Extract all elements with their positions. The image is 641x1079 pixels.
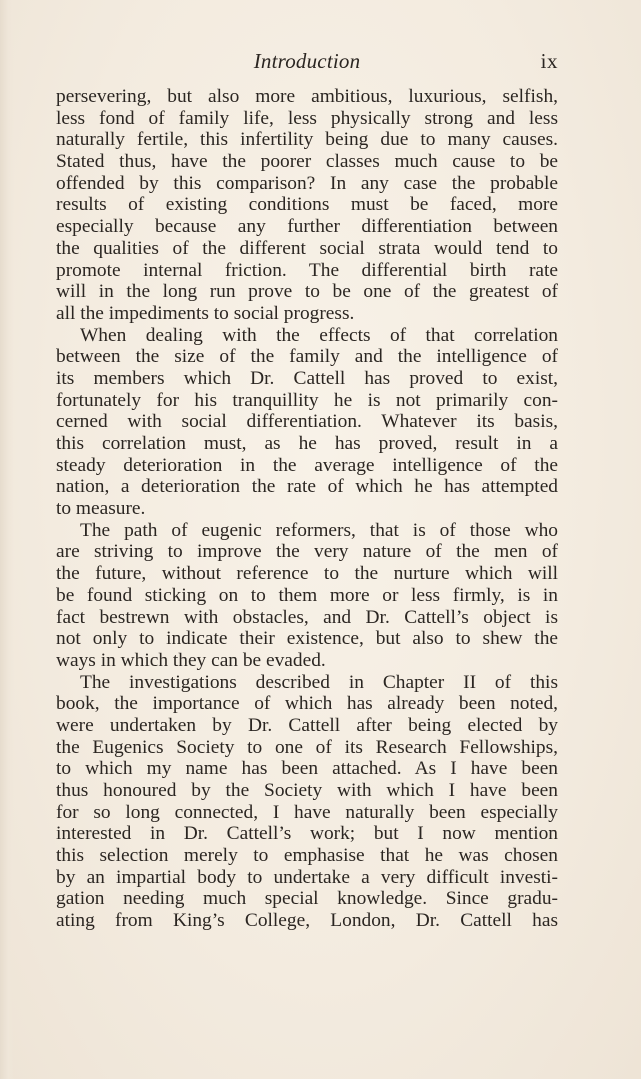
text-line: offended by this comparison? In any case the probable [56,172,558,194]
text-line: to measure. [56,498,146,520]
text-line: all the impediments to social progress. [56,302,355,324]
text-line: the Eugenics Society to one of its Research Fellowships, [56,736,558,758]
text-line: ating from King’s College, London, Dr. Cattell has [56,910,558,932]
text-line: cerned with social differentiation. Whatever its basis, [56,411,558,433]
running-head [56,49,558,77]
text-line: by an impartial body to undertake a very difficult investi- [56,866,558,888]
text-line: interested in Dr. Cattell’s work; but I now mention [56,823,558,845]
paragraph-start-line: The investigations described in Chapter II of this [80,671,558,693]
text-line: for so long connected, I have naturally been especially [56,801,558,823]
text-line: promote internal friction. The differential birth rate [56,259,558,281]
text-line: gation needing much special knowledge. Since gradu- [56,888,558,910]
text-line: especially because any further differentiation between [56,216,558,238]
text-line: fact bestrewn with obstacles, and Dr. Cattell’s object is [56,606,558,628]
text-line: this correlation must, as he has proved, result in a [56,433,558,454]
text-line: steady deterioration in the average intelligence of the [56,454,558,476]
paragraph-start-line: When dealing with the effects of that correlation [80,324,558,346]
text-line: its members which Dr. Cattell has proved to exist, [56,367,558,389]
text-line: not only to indicate their existence, but also to shew the [56,628,558,650]
text-line: Stated thus, have the poorer classes much cause to be [56,151,558,173]
page-number: ix [540,49,558,73]
text-line: nation, a deterioration the rate of which he has attempted [56,476,558,498]
text-line: less fond of family life, less physically strong and less [56,107,558,129]
page-edge-shadow [0,0,14,1079]
text-line: naturally fertile, this infertility being due to many causes. [56,129,558,151]
text-line: the future, without reference to the nurture which will [56,563,558,585]
text-line: this selection merely to emphasise that he was chosen [56,845,558,867]
text-line: ways in which they can be evaded. [56,649,326,671]
text-line: were undertaken by Dr. Cattell after being elected by [56,714,558,736]
paragraph-start-line: The path of eugenic reformers, that is of those who [80,519,558,541]
text-line: to which my name has been attached. As I have been [56,758,558,780]
text-line: be found sticking on to them more or less firmly, is in [56,584,558,606]
text-line: the qualities of the different social strata would tend to [56,237,558,259]
text-line: persevering, but also more ambitious, luxurious, selfish, [56,86,558,107]
text-line: book, the importance of which has already been noted, [56,693,558,715]
running-title: Introduction [253,49,361,73]
text-line: fortunately for his tranquillity he is not primarily con- [56,389,558,411]
text-line: between the size of the family and the intelligence of [56,346,558,368]
text-line: thus honoured by the Society with which I have been [56,780,558,801]
text-line: will in the long run prove to be one of the greatest of [56,281,558,303]
body-text [56,86,558,932]
text-line: are striving to improve the very nature of the men of [56,541,558,563]
text-line: results of existing conditions must be faced, more [56,194,558,216]
